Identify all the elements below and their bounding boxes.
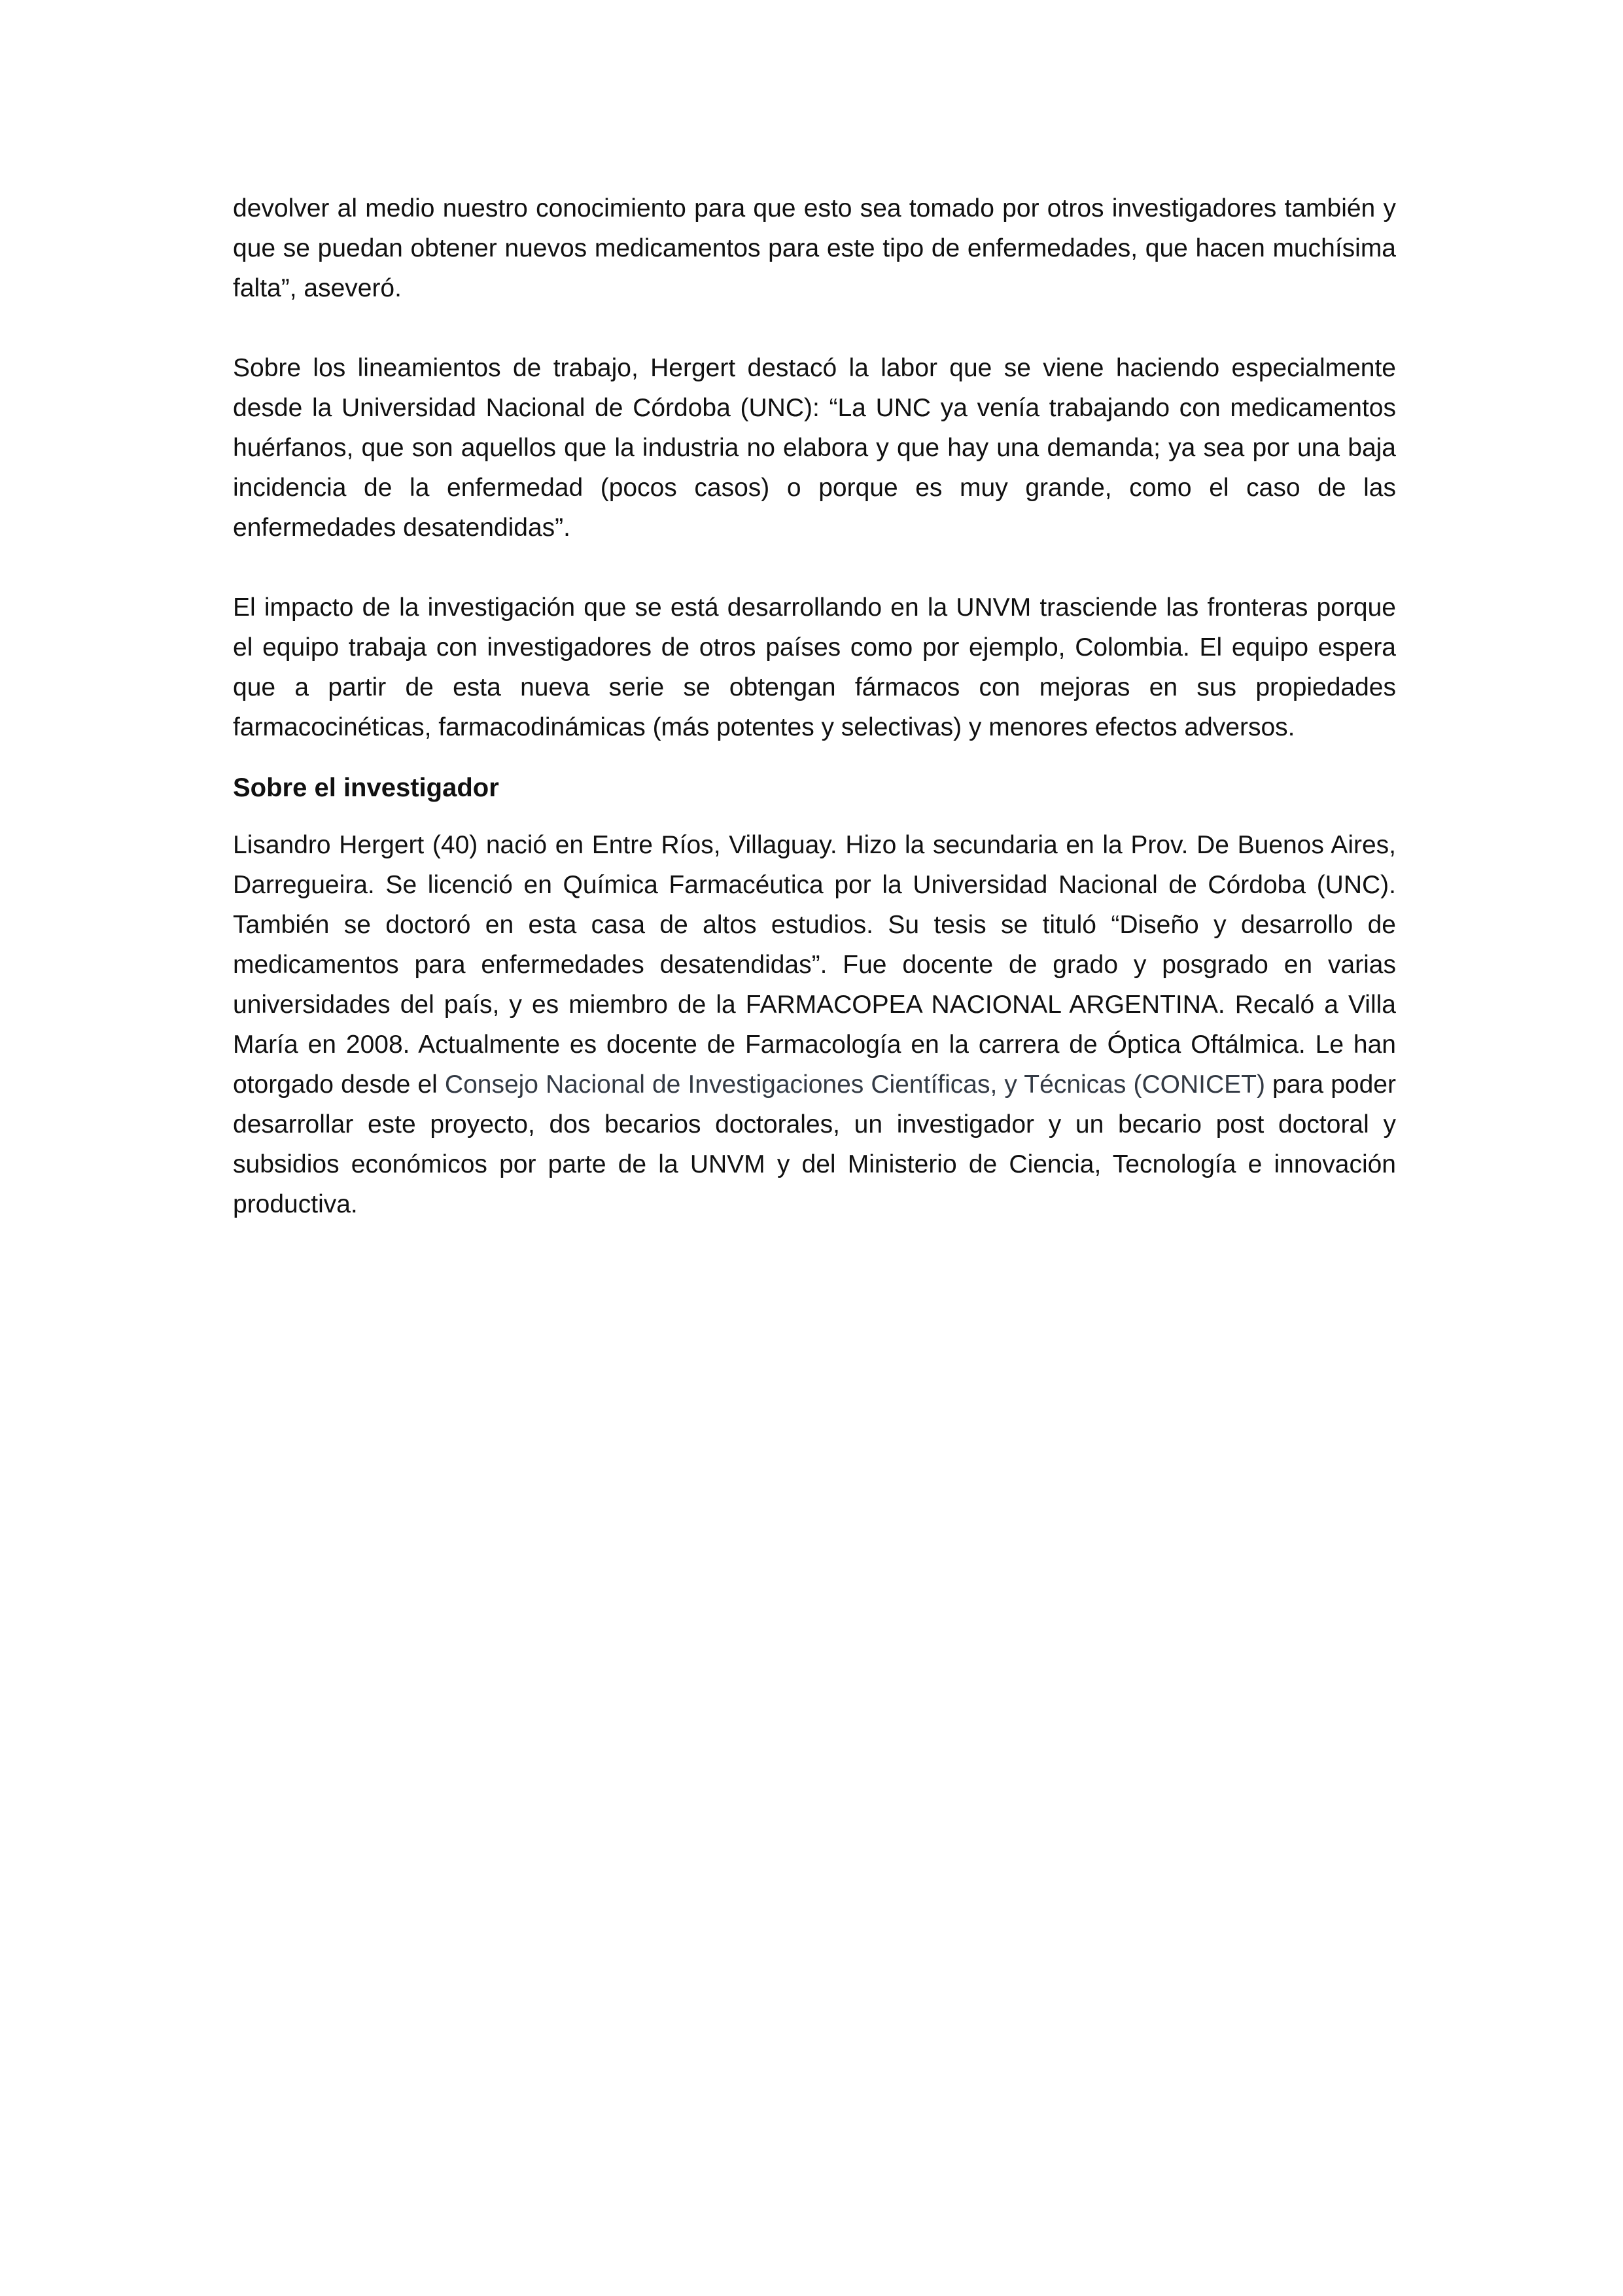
paragraph-work-guidelines: Sobre los lineamientos de trabajo, Hergert destacó la labor que se viene haciendo especialmente desde la Universidad Nacional de Córdoba (UNC): “La UNC ya venía trabajando con medicamentos huérfanos, que son aquellos que la industria no elabora y que hay una demanda; ya sea por una baja incidencia de la enfermedad (pocos casos) o porque es muy grande, como el caso de las enfermedades desatendidas”.	[233, 354, 1396, 542]
paragraph-research-impact: El impacto de la investigación que se está desarrollando en la UNVM trasciende las fronteras porque el equipo trabaja con investigadores de otros países como por ejemplo, Colombia. El equipo espera que a partir de esta nueva serie se obtengan fármacos con mejoras en sus propiedades farmacocinéticas, farmacodinámicas (más potentes y selectivas) y menores efectos adversos.	[233, 593, 1396, 741]
bio-text-part-2: para poder desarrollar este proyecto, dos becarios doctorales, un investigador y un becario post doctoral y subsidios económicos por parte de la UNVM y del Ministerio de Ciencia, Tecnología e innovación productiva.	[233, 1070, 1396, 1218]
document-body	[233, 188, 1396, 1224]
section-heading-researcher: Sobre el investigador	[233, 773, 499, 802]
paragraph-researcher-bio	[233, 825, 1396, 1224]
bio-text-part-1: Lisandro Hergert (40) nació en Entre Ríos, Villaguay. Hizo la secundaria en la Prov. De Buenos Aires, Darregueira. Se licenció en Química Farmacéutica por la Universidad Nacional de Córdoba (UNC). También se doctoró en esta casa de altos estudios. Su tesis se tituló “Diseño y desarrollo de medicamentos para enfermedades desatendidas”. Fue docente de grado y posgrado en varias universidades del país, y es miembro de la FARMACOPEA NACIONAL ARGENTINA. Recaló a Villa María en 2008. Actualmente es docente de Farmacología en la carrera de Óptica Oftálmica. Le han otorgado desde el	[233, 831, 1396, 1099]
conicet-reference: Consejo Nacional de Investigaciones Científicas, y Técnicas (CONICET)	[444, 1070, 1265, 1099]
paragraph-quote-continuation: devolver al medio nuestro conocimiento para que esto sea tomado por otros investigadores también y que se puedan obtener nuevos medicamentos para este tipo de enfermedades, que hacen muchísima falta”, aseveró.	[233, 194, 1396, 302]
